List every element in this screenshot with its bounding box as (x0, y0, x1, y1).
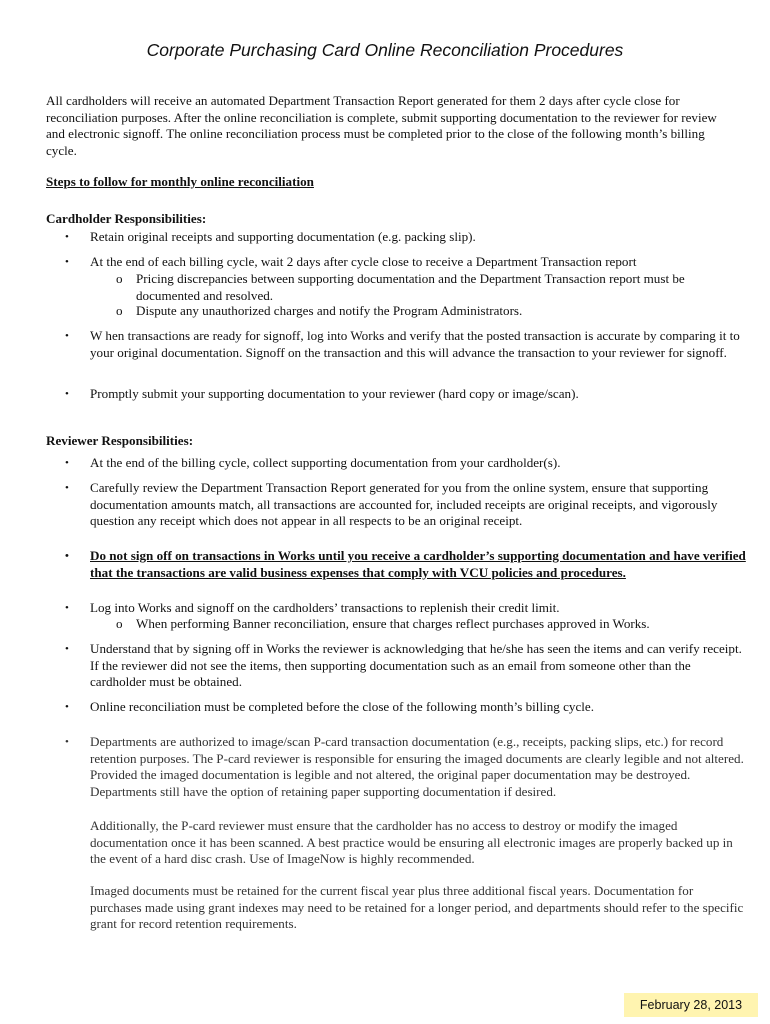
reviewer-heading: Reviewer Responsibilities: (46, 433, 194, 448)
bullet-icon: • (65, 330, 69, 342)
document-title: Corporate Purchasing Card Online Reconciliation Procedures (146, 40, 624, 60)
bullet-icon: • (65, 388, 69, 400)
reviewer-item: • Log into Works and signoff on the cardholders’ transactions to replenish their credit limit. (65, 600, 560, 615)
bullet-icon: • (65, 482, 69, 494)
bullet-icon: • (65, 736, 69, 748)
reviewer-warning-item: • Do not sign off on transactions in Works until you receive a cardholder’s supporting documentation and have verified that the transactions are valid business expenses that comply with VCU policies and procedures. (65, 548, 746, 580)
sub-bullet-icon: o (116, 303, 123, 318)
cardholder-heading: Cardholder Responsibilities: (46, 211, 207, 226)
reviewer-item: • Carefully review the Department Transaction Report generated for you from the online system, ensure that supporting documentation amounts match, all transactions are accounted for, included receipts are original receipts, and vigorously question any receipt which does not appear in all respects to be an original receipt. (65, 480, 718, 529)
bullet-icon: • (65, 550, 69, 562)
cardholder-item: • Retain original receipts and supporting documentation (e.g. packing slip). (65, 229, 476, 244)
bullet-icon: • (65, 643, 69, 655)
reviewer-paragraph: Imaged documents must be retained for the current fiscal year plus three additional fiscal years. Documentation for purchases made using grant indexes may need to be retained for a longer period, and departments should refer to the specific grant for record retention requirements. (90, 883, 744, 932)
reviewer-item: • Understand that by signing off in Works the reviewer is acknowledging that he/she has seen the items and can verify receipt. If the reviewer did not see the items, then supporting documentation such as an email from someone other than the cardholder must be obtained. (65, 641, 742, 690)
bullet-icon: • (65, 701, 69, 713)
cardholder-item: • At the end of each billing cycle, wait 2 days after cycle close to receive a Department Transaction report (65, 254, 637, 269)
sub-bullet-icon: o (116, 271, 123, 286)
reviewer-paragraph: Additionally, the P-card reviewer must ensure that the cardholder has no access to destroy or modify the imaged documentation once it has been scanned. A best practice would be ensuring all electronic images are properly backed up in the event of a hard disc crash. Use of ImageNow is highly recommended. (90, 818, 733, 867)
bullet-icon: • (65, 231, 69, 243)
cardholder-subitem: o Dispute any unauthorized charges and notify the Program Administrators. (116, 303, 523, 318)
cardholder-item: • Promptly submit your supporting documentation to your reviewer (hard copy or image/scan). (65, 386, 579, 401)
reviewer-item: • At the end of the billing cycle, collect supporting documentation from your cardholder(s). (65, 455, 561, 470)
bullet-icon: • (65, 457, 69, 469)
steps-heading: Steps to follow for monthly online reconciliation (46, 174, 314, 189)
reviewer-subitem: o When performing Banner reconciliation, ensure that charges reflect purchases approved in Works. (116, 616, 650, 631)
cardholder-item: • W hen transactions are ready for signoff, log into Works and verify that the posted transaction is accurate by comparing it to your original documentation. Signoff on the transaction and this will advance the transaction to your reviewer for signoff. (65, 328, 740, 360)
reviewer-item: • Departments are authorized to image/scan P-card transaction documentation (e.g., receipts, packing slips, etc.) for record retention purposes. The P-card reviewer is responsible for ensuring the imaged documents are clearly legible and not altered. Provided the imaged documentation is legible and not altered, the original paper documentation may be destroyed. Departments still have the option of retaining paper supporting documentation if desired. (65, 734, 744, 800)
intro-paragraph: All cardholders will receive an automated Department Transaction Report generated for them 2 days after cycle close for reconciliation purposes. After the online reconciliation is complete, submit supporting documentation to the reviewer for review and electronic signoff. The online reconciliation process must be completed prior to the close of the following month’s billing cycle. (46, 93, 717, 159)
cardholder-subitem: o Pricing discrepancies between supporting documentation and the Department Transaction report must be documented and resolved. (116, 271, 685, 303)
bullet-icon: • (65, 602, 69, 614)
bullet-icon: • (65, 256, 69, 268)
date-stamp: February 28, 2013 (624, 993, 758, 1017)
reviewer-item: • Online reconciliation must be completed before the close of the following month’s billing cycle. (65, 699, 594, 714)
sub-bullet-icon: o (116, 616, 123, 631)
